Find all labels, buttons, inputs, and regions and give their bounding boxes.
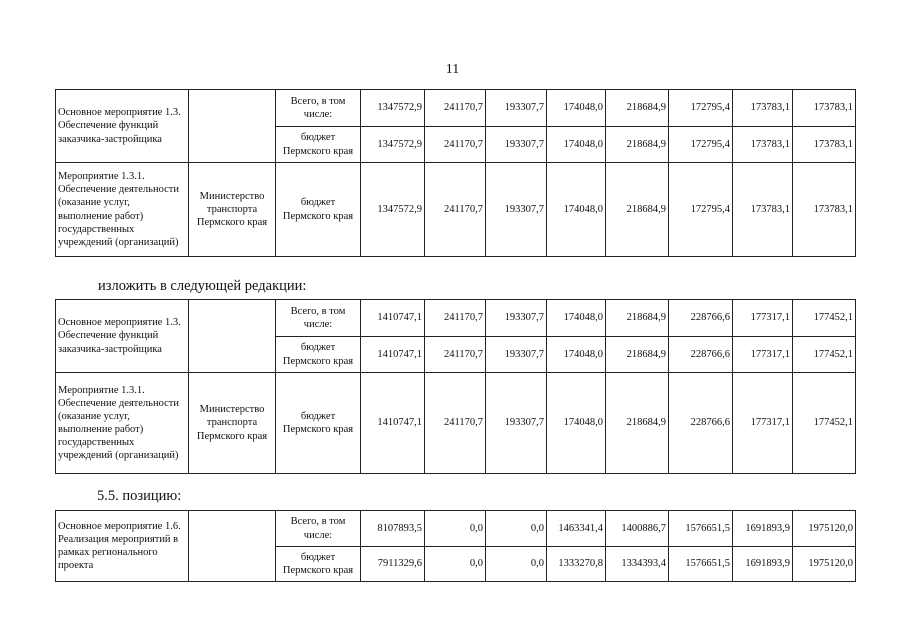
amount-year-2: 193307,7 [486, 373, 547, 474]
amount-year-4: 218684,9 [606, 127, 669, 163]
funding-source: Всего, в том числе: [276, 90, 361, 127]
funding-source: бюджет Пермского края [276, 337, 361, 373]
amount-year-4: 1400886,7 [606, 511, 669, 547]
page-number: 11 [445, 62, 460, 77]
funding-source: бюджет Пермского края [276, 127, 361, 163]
amount-year-4: 218684,9 [606, 163, 669, 257]
amount-year-5: 228766,6 [669, 373, 733, 474]
amount-year-6: 173783,1 [733, 127, 793, 163]
old-version-table [55, 89, 856, 257]
position-heading: 5.5. позицию: [97, 488, 182, 504]
main-event-title: Основное мероприятие 1.6. Реализация мероприятий в рамках регионального проекта [56, 511, 189, 582]
executor-cell [189, 90, 276, 163]
amount-year-3: 174048,0 [547, 300, 606, 337]
amount-year-7: 173783,1 [793, 90, 856, 127]
amount-year-1: 241170,7 [425, 300, 486, 337]
table-row [56, 511, 856, 547]
amount-year-5: 172795,4 [669, 127, 733, 163]
funding-source: Всего, в том числе: [276, 300, 361, 337]
amount-year-4: 218684,9 [606, 90, 669, 127]
amount-year-5: 172795,4 [669, 90, 733, 127]
executor-cell [189, 300, 276, 373]
amount-year-2: 193307,7 [486, 337, 547, 373]
amount-year-7: 173783,1 [793, 127, 856, 163]
amount-year-6: 177317,1 [733, 300, 793, 337]
amount-year-6: 1691893,9 [733, 511, 793, 547]
amount-year-7: 173783,1 [793, 163, 856, 257]
amount-total: 1410747,1 [361, 300, 425, 337]
amount-year-6: 177317,1 [733, 373, 793, 474]
amount-year-1: 241170,7 [425, 373, 486, 474]
executor: Министерство транспорта Пермского края [189, 373, 276, 474]
amount-total: 8107893,5 [361, 511, 425, 547]
new-version-table [55, 299, 856, 474]
amount-year-2: 193307,7 [486, 300, 547, 337]
amount-year-3: 174048,0 [547, 337, 606, 373]
amount-year-2: 193307,7 [486, 127, 547, 163]
funding-source: Всего, в том числе: [276, 511, 361, 547]
amount-year-5: 1576651,5 [669, 511, 733, 547]
amount-year-5: 172795,4 [669, 163, 733, 257]
amount-year-2: 0,0 [486, 547, 547, 582]
amount-year-3: 174048,0 [547, 90, 606, 127]
amount-total: 1347572,9 [361, 127, 425, 163]
amount-year-4: 218684,9 [606, 337, 669, 373]
amount-year-1: 0,0 [425, 511, 486, 547]
funding-source: бюджет Пермского края [276, 373, 361, 474]
amount-year-6: 173783,1 [733, 90, 793, 127]
amount-year-1: 241170,7 [425, 127, 486, 163]
table-row [56, 90, 856, 127]
amount-year-7: 177452,1 [793, 337, 856, 373]
amount-year-7: 1975120,0 [793, 511, 856, 547]
amount-year-4: 218684,9 [606, 300, 669, 337]
amount-year-2: 193307,7 [486, 90, 547, 127]
amount-year-4: 218684,9 [606, 373, 669, 474]
executor-cell [189, 511, 276, 582]
amount-year-2: 0,0 [486, 511, 547, 547]
amount-total: 1347572,9 [361, 90, 425, 127]
table-row [56, 163, 856, 257]
amount-year-3: 174048,0 [547, 163, 606, 257]
amount-year-3: 174048,0 [547, 373, 606, 474]
amount-year-6: 177317,1 [733, 337, 793, 373]
new-edition-heading: изложить в следующей редакции: [98, 278, 307, 294]
amount-year-7: 177452,1 [793, 373, 856, 474]
amount-year-5: 1576651,5 [669, 547, 733, 582]
amount-year-1: 0,0 [425, 547, 486, 582]
amount-year-1: 241170,7 [425, 163, 486, 257]
main-event-title: Основное мероприятие 1.3. Обеспечение функций заказчика-застройщика [56, 90, 189, 163]
amount-total: 1347572,9 [361, 163, 425, 257]
table-row [56, 373, 856, 474]
amount-year-1: 241170,7 [425, 90, 486, 127]
amount-year-2: 193307,7 [486, 163, 547, 257]
amount-year-7: 177452,1 [793, 300, 856, 337]
amount-year-5: 228766,6 [669, 337, 733, 373]
amount-year-6: 173783,1 [733, 163, 793, 257]
funding-source: бюджет Пермского края [276, 163, 361, 257]
executor: Министерство транспорта Пермского края [189, 163, 276, 257]
position-5-5-table [55, 510, 856, 582]
table-row [56, 300, 856, 337]
main-event-title: Основное мероприятие 1.3. Обеспечение функций заказчика-застройщика [56, 300, 189, 373]
amount-year-3: 1463341,4 [547, 511, 606, 547]
amount-year-3: 174048,0 [547, 127, 606, 163]
sub-event-title: Мероприятие 1.3.1. Обеспечение деятельности (оказание услуг, выполнение работ) государственных учреждений (организаций) [56, 163, 189, 257]
amount-year-7: 1975120,0 [793, 547, 856, 582]
amount-year-6: 1691893,9 [733, 547, 793, 582]
amount-year-4: 1334393,4 [606, 547, 669, 582]
amount-total: 1410747,1 [361, 337, 425, 373]
amount-year-1: 241170,7 [425, 337, 486, 373]
sub-event-title: Мероприятие 1.3.1. Обеспечение деятельности (оказание услуг, выполнение работ) государственных учреждений (организаций) [56, 373, 189, 474]
amount-year-5: 228766,6 [669, 300, 733, 337]
amount-total: 1410747,1 [361, 373, 425, 474]
amount-year-3: 1333270,8 [547, 547, 606, 582]
funding-source: бюджет Пермского края [276, 547, 361, 582]
amount-total: 7911329,6 [361, 547, 425, 582]
